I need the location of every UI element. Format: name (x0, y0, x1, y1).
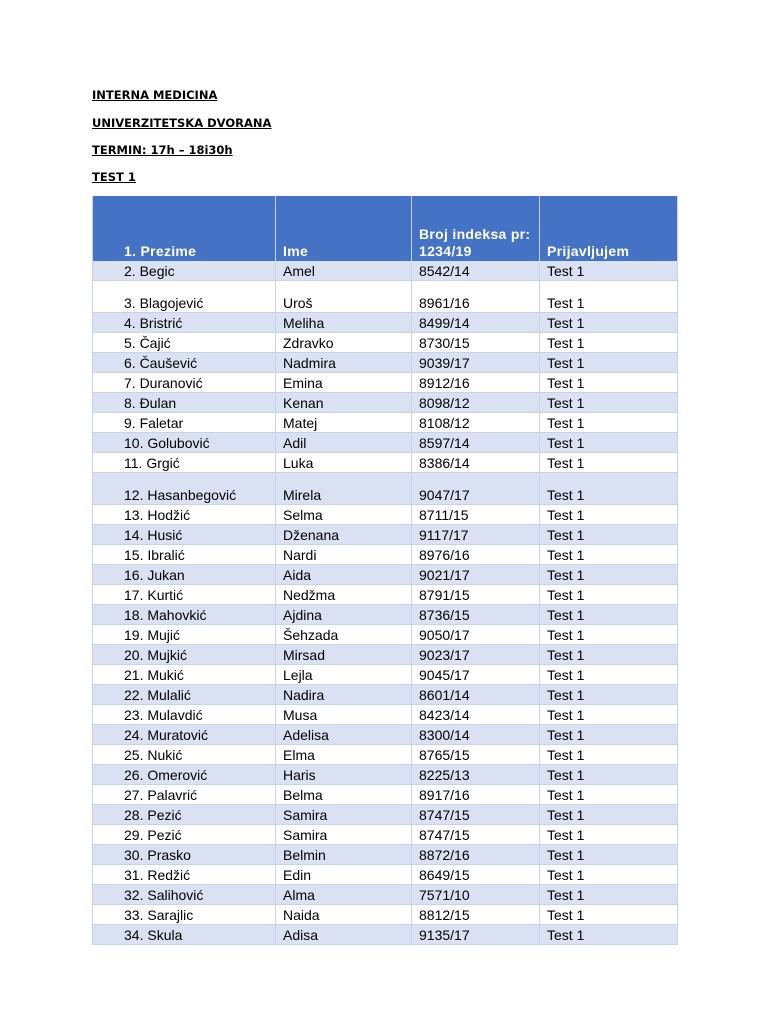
table-row (93, 261, 678, 281)
cell-prezime: 5. Čajić (93, 333, 276, 353)
cell-ime: Mirsad (276, 645, 412, 665)
cell-prijavljujem: Test 1 (540, 373, 678, 393)
cell-broj-indeksa: 9117/17 (412, 525, 540, 545)
cell-prijavljujem: Test 1 (540, 281, 678, 313)
cell-ime: Samira (276, 825, 412, 845)
cell-ime: Naida (276, 905, 412, 925)
cell-ime: Selma (276, 505, 412, 525)
cell-ime: Belmin (276, 845, 412, 865)
cell-ime: Samira (276, 805, 412, 825)
cell-prijavljujem: Test 1 (540, 745, 678, 765)
table-row (93, 525, 678, 545)
cell-prijavljujem: Test 1 (540, 685, 678, 705)
cell-ime: Adil (276, 433, 412, 453)
table-row (93, 585, 678, 605)
cell-prijavljujem: Test 1 (540, 725, 678, 745)
cell-prezime: 9. Faletar (93, 413, 276, 433)
cell-prezime: 18. Mahovkić (93, 605, 276, 625)
cell-ime: Nadmira (276, 353, 412, 373)
table-row (93, 885, 678, 905)
cell-prijavljujem: Test 1 (540, 705, 678, 725)
table-row (93, 473, 678, 505)
cell-broj-indeksa: 9045/17 (412, 665, 540, 685)
cell-ime: Zdravko (276, 333, 412, 353)
cell-prezime: 10. Golubović (93, 433, 276, 453)
cell-prijavljujem: Test 1 (540, 645, 678, 665)
cell-prijavljujem: Test 1 (540, 625, 678, 645)
cell-broj-indeksa: 8912/16 (412, 373, 540, 393)
header-broj-indeksa: Broj indeksa pr: 1234/19 (412, 196, 540, 261)
cell-broj-indeksa: 9023/17 (412, 645, 540, 665)
cell-prijavljujem: Test 1 (540, 765, 678, 785)
cell-ime: Mirela (276, 473, 412, 505)
cell-prijavljujem: Test 1 (540, 545, 678, 565)
cell-prezime: 25. Nukić (93, 745, 276, 765)
cell-broj-indeksa: 9047/17 (412, 473, 540, 505)
table-row (93, 685, 678, 705)
header-prijavljujem: Prijavljujem (540, 196, 678, 261)
cell-prezime: 4. Bristrić (93, 313, 276, 333)
cell-prijavljujem: Test 1 (540, 905, 678, 925)
cell-ime: Aida (276, 565, 412, 585)
table-row (93, 805, 678, 825)
cell-broj-indeksa: 8747/15 (412, 805, 540, 825)
cell-broj-indeksa: 7571/10 (412, 885, 540, 905)
cell-prezime: 32. Salihović (93, 885, 276, 905)
cell-prezime: 12. Hasanbegović (93, 473, 276, 505)
cell-prezime: 8. Đulan (93, 393, 276, 413)
cell-prijavljujem: Test 1 (540, 825, 678, 845)
time-heading: TERMIN: 17h – 18i30h (92, 143, 233, 157)
table-row (93, 645, 678, 665)
cell-prijavljujem: Test 1 (540, 885, 678, 905)
cell-prezime: 23. Mulavdić (93, 705, 276, 725)
cell-broj-indeksa: 8791/15 (412, 585, 540, 605)
cell-broj-indeksa: 9021/17 (412, 565, 540, 585)
cell-broj-indeksa: 9135/17 (412, 925, 540, 945)
table-row (93, 825, 678, 845)
cell-ime: Uroš (276, 281, 412, 313)
header-ime: Ime (276, 196, 412, 261)
cell-prezime: 17. Kurtić (93, 585, 276, 605)
table-row (93, 505, 678, 525)
cell-broj-indeksa: 8917/16 (412, 785, 540, 805)
table-row (93, 545, 678, 565)
table-row (93, 785, 678, 805)
table-row (93, 393, 678, 413)
cell-broj-indeksa: 8812/15 (412, 905, 540, 925)
cell-prezime: 14. Husić (93, 525, 276, 545)
cell-broj-indeksa: 8872/16 (412, 845, 540, 865)
cell-prijavljujem: Test 1 (540, 261, 678, 281)
cell-prijavljujem: Test 1 (540, 925, 678, 945)
table-row (93, 665, 678, 685)
cell-prezime: 3. Blagojević (93, 281, 276, 313)
cell-prezime: 31. Redžić (93, 865, 276, 885)
cell-prijavljujem: Test 1 (540, 333, 678, 353)
cell-broj-indeksa: 8711/15 (412, 505, 540, 525)
cell-broj-indeksa: 8649/15 (412, 865, 540, 885)
table-header-row (93, 196, 678, 261)
table-body (93, 261, 678, 945)
cell-ime: Nedžma (276, 585, 412, 605)
table-row (93, 565, 678, 585)
cell-prezime: 29. Pezić (93, 825, 276, 845)
cell-ime: Lejla (276, 665, 412, 685)
cell-prijavljujem: Test 1 (540, 865, 678, 885)
cell-broj-indeksa: 8423/14 (412, 705, 540, 725)
cell-prijavljujem: Test 1 (540, 845, 678, 865)
cell-prezime: 33. Sarajlic (93, 905, 276, 925)
cell-ime: Emina (276, 373, 412, 393)
cell-prijavljujem: Test 1 (540, 665, 678, 685)
cell-broj-indeksa: 8098/12 (412, 393, 540, 413)
table-row (93, 353, 678, 373)
table-row (93, 705, 678, 725)
table-row (93, 453, 678, 473)
cell-broj-indeksa: 9050/17 (412, 625, 540, 645)
cell-ime: Nadira (276, 685, 412, 705)
cell-broj-indeksa: 8976/16 (412, 545, 540, 565)
cell-ime: Elma (276, 745, 412, 765)
cell-ime: Amel (276, 261, 412, 281)
cell-prezime: 16. Jukan (93, 565, 276, 585)
cell-prezime: 6. Čaušević (93, 353, 276, 373)
cell-broj-indeksa: 8736/15 (412, 605, 540, 625)
cell-ime: Matej (276, 413, 412, 433)
cell-broj-indeksa: 8386/14 (412, 453, 540, 473)
cell-prezime: 15. Ibralić (93, 545, 276, 565)
cell-prijavljujem: Test 1 (540, 433, 678, 453)
header-prezime: 1. Prezime (93, 196, 276, 261)
test-heading: TEST 1 (92, 170, 136, 184)
cell-prezime: 19. Mujić (93, 625, 276, 645)
table-row (93, 605, 678, 625)
cell-broj-indeksa: 8747/15 (412, 825, 540, 845)
table-row (93, 845, 678, 865)
table-row (93, 905, 678, 925)
cell-prijavljujem: Test 1 (540, 473, 678, 505)
cell-broj-indeksa: 8225/13 (412, 765, 540, 785)
cell-prezime: 30. Prasko (93, 845, 276, 865)
cell-ime: Haris (276, 765, 412, 785)
cell-prezime: 28. Pezić (93, 805, 276, 825)
table-row (93, 373, 678, 393)
cell-broj-indeksa: 8108/12 (412, 413, 540, 433)
table-row (93, 413, 678, 433)
cell-prijavljujem: Test 1 (540, 565, 678, 585)
cell-ime: Nardi (276, 545, 412, 565)
cell-ime: Šehzada (276, 625, 412, 645)
cell-broj-indeksa: 8601/14 (412, 685, 540, 705)
table-row (93, 433, 678, 453)
cell-prezime: 7. Duranović (93, 373, 276, 393)
cell-prezime: 2. Begic (93, 261, 276, 281)
cell-broj-indeksa: 8300/14 (412, 725, 540, 745)
venue-heading: UNIVERZITETSKA DVORANA (92, 116, 272, 130)
cell-prijavljujem: Test 1 (540, 585, 678, 605)
cell-ime: Edin (276, 865, 412, 885)
table-row (93, 725, 678, 745)
cell-ime: Ajdina (276, 605, 412, 625)
cell-broj-indeksa: 9039/17 (412, 353, 540, 373)
cell-prezime: 27. Palavrić (93, 785, 276, 805)
cell-prijavljujem: Test 1 (540, 353, 678, 373)
cell-ime: Meliha (276, 313, 412, 333)
cell-ime: Belma (276, 785, 412, 805)
cell-prijavljujem: Test 1 (540, 505, 678, 525)
cell-broj-indeksa: 8961/16 (412, 281, 540, 313)
document-title: INTERNA MEDICINA (92, 88, 218, 102)
cell-prijavljujem: Test 1 (540, 393, 678, 413)
cell-broj-indeksa: 8597/14 (412, 433, 540, 453)
cell-prezime: 13. Hodžić (93, 505, 276, 525)
cell-ime: Kenan (276, 393, 412, 413)
cell-broj-indeksa: 8730/15 (412, 333, 540, 353)
registration-table (92, 196, 678, 945)
cell-prijavljujem: Test 1 (540, 785, 678, 805)
cell-prijavljujem: Test 1 (540, 805, 678, 825)
cell-prezime: 22. Mulalić (93, 685, 276, 705)
cell-prezime: 11. Grgić (93, 453, 276, 473)
table-row (93, 745, 678, 765)
cell-ime: Dženana (276, 525, 412, 545)
cell-ime: Adisa (276, 925, 412, 945)
cell-ime: Alma (276, 885, 412, 905)
cell-prezime: 21. Mukić (93, 665, 276, 685)
table-row (93, 865, 678, 885)
table-row (93, 333, 678, 353)
cell-prezime: 24. Muratović (93, 725, 276, 745)
cell-prijavljujem: Test 1 (540, 605, 678, 625)
table-row (93, 625, 678, 645)
cell-ime: Musa (276, 705, 412, 725)
cell-prezime: 26. Omerović (93, 765, 276, 785)
table-row (93, 765, 678, 785)
cell-prijavljujem: Test 1 (540, 525, 678, 545)
cell-prijavljujem: Test 1 (540, 413, 678, 433)
cell-ime: Adelisa (276, 725, 412, 745)
cell-ime: Luka (276, 453, 412, 473)
cell-prijavljujem: Test 1 (540, 313, 678, 333)
cell-broj-indeksa: 8765/15 (412, 745, 540, 765)
cell-prezime: 34. Skula (93, 925, 276, 945)
cell-prijavljujem: Test 1 (540, 453, 678, 473)
cell-prezime: 20. Mujkić (93, 645, 276, 665)
cell-broj-indeksa: 8499/14 (412, 313, 540, 333)
cell-broj-indeksa: 8542/14 (412, 261, 540, 281)
table-row (93, 925, 678, 945)
table-row (93, 281, 678, 313)
table-row (93, 313, 678, 333)
